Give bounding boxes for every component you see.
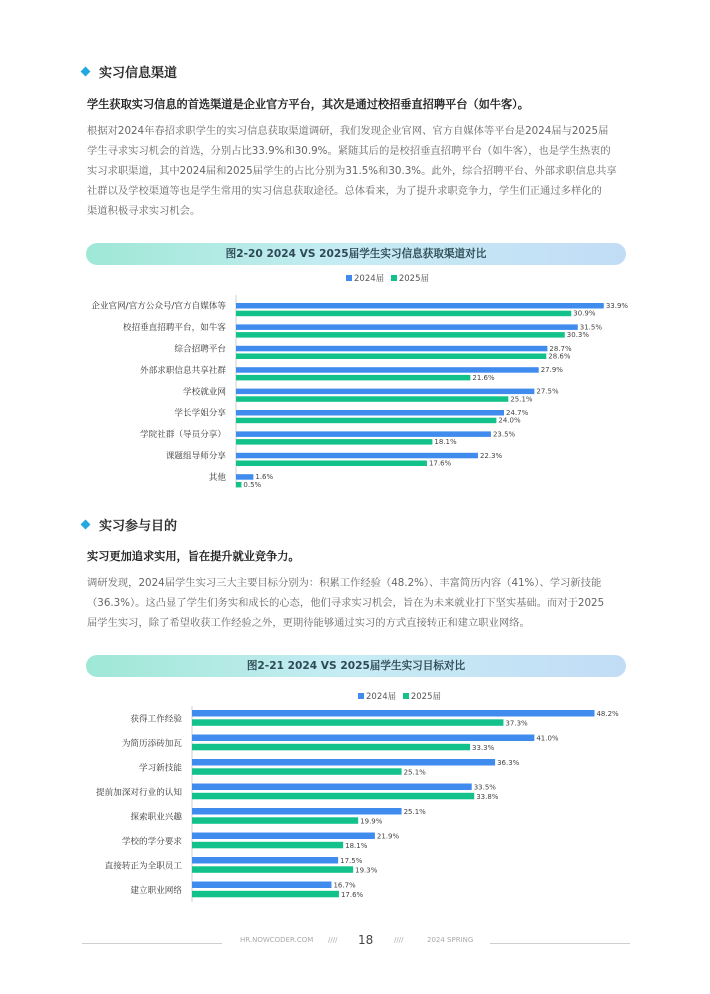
value-label: 24.7% (505, 409, 529, 417)
bar-2024 (192, 710, 594, 717)
footer-site: HR.NOWCODER.COM (240, 936, 314, 944)
bar-2024 (236, 431, 491, 437)
section-heading (82, 62, 177, 81)
category-label: 获得工作经验 (130, 714, 182, 725)
category-label: 学院社群（导员分享） (140, 430, 226, 441)
value-label: 33.3% (472, 743, 495, 752)
value-label: 18.1% (434, 438, 457, 447)
footer-divider (82, 943, 222, 944)
value-label: 27.9% (540, 366, 563, 375)
chart-title: 图2-21 2024 VS 2025届学生实习目标对比 (86, 655, 626, 677)
legend-swatch-2025 (391, 275, 397, 281)
section-heading-text: 实习信息渠道 (99, 66, 178, 81)
category-label: 学校就业网 (183, 387, 226, 398)
bar-2024 (236, 367, 539, 373)
value-label: 30.9% (573, 309, 596, 318)
legend-swatch-2025 (403, 693, 409, 699)
bar-2025 (192, 768, 402, 775)
legend-swatch-2024 (358, 693, 364, 699)
value-label: 25.1% (510, 395, 533, 404)
section-paragraph (87, 121, 632, 221)
value-label: 19.9% (360, 817, 383, 826)
value-label: 28.6% (548, 352, 571, 361)
category-label: 校招垂直招聘平台，如牛客 (122, 323, 226, 334)
section-heading (82, 515, 177, 534)
page-number: 18 (358, 933, 374, 947)
bar-2024 (192, 808, 402, 815)
bar-2025 (236, 396, 508, 402)
bar-2025 (236, 332, 565, 338)
category-label: 综合招聘平台 (174, 344, 226, 355)
value-label: 17.6% (428, 459, 452, 468)
bar-2024 (192, 735, 534, 742)
value-label: 25.1% (403, 768, 426, 777)
category-label: 学长学姐分享 (174, 408, 226, 419)
bar-2025 (236, 461, 427, 467)
value-label: 17.6% (340, 890, 364, 899)
bar-2024 (192, 857, 338, 864)
section-lead: 学生获取实习信息的首选渠道是企业官方平台，其次是通过校招垂直招聘平台（如牛客）。 (87, 98, 529, 111)
value-label: 22.3% (479, 451, 503, 460)
paragraph-line: 根据对2024年春招求职学生的实习信息获取渠道调研，我们发现企业官网、官方自媒体等平台是2024届与2025届 (87, 125, 609, 137)
bar-2025 (192, 719, 503, 726)
bar-2024 (236, 410, 504, 416)
footer-sep: //// (328, 936, 338, 944)
diamond-bullet-icon (81, 520, 91, 530)
value-label: 16.7% (333, 881, 356, 890)
value-label: 27.5% (536, 387, 559, 396)
category-label: 直接转正为全职员工 (104, 861, 182, 872)
legend-label: 2024届 (366, 692, 397, 702)
value-label: 24.0% (498, 416, 521, 425)
category-label: 学习新技能 (139, 763, 182, 774)
bar-2025 (192, 866, 353, 873)
value-label: 30.3% (566, 331, 590, 340)
bar-2025 (236, 418, 496, 424)
legend-label: 2025届 (398, 274, 429, 284)
category-label: 提前加深对行业的认知 (96, 787, 182, 798)
paragraph-line: 实习求职渠道，其中2024届和2025届学生的占比分别为31.5%和30.3%。此外，综合招聘平台、外部求职信息共享 (87, 165, 617, 177)
value-label: 33.9% (605, 302, 629, 310)
bar-2024 (192, 759, 495, 766)
bar-2025 (236, 311, 571, 317)
value-label: 0.5% (243, 480, 262, 489)
paragraph-line: 学生寻求实习机会的首选，分别占比33.9%和30.9%。紧随其后的是校招垂直招聘平台（如牛客），也是学生热衷的 (87, 145, 611, 157)
bar-2024 (236, 303, 604, 309)
paragraph-line: 调研发现，2024届学生实习三大主要目标分别为：积累工作经验（48.2%）、丰富简历内容（41%）、学习新技能 (87, 577, 602, 589)
category-label: 课题组导师分享 (165, 451, 226, 462)
section-heading-text: 实习参与目的 (99, 519, 178, 534)
value-label: 25.1% (403, 808, 426, 816)
bar-2025 (192, 842, 343, 849)
bar-2025 (236, 482, 241, 488)
footer-sep: //// (394, 936, 404, 944)
bar-2024 (236, 389, 534, 395)
value-label: 23.5% (492, 430, 516, 439)
bar-2025 (192, 793, 474, 800)
value-label: 48.2% (596, 710, 619, 718)
paragraph-line: 届学生实习，除了希望收获工作经验之外，更期待能够通过实习的方式直接转正和建立职业网络。 (87, 617, 530, 629)
bar-2025 (236, 354, 546, 360)
bar-2024 (236, 324, 578, 330)
section-lead: 实习更加追求实用，旨在提升就业竞争力。 (87, 550, 300, 563)
value-label: 19.3% (355, 866, 378, 875)
category-label: 建立职业网络 (130, 885, 182, 896)
channel-bar-chart (0, 295, 710, 505)
legend-label: 2025届 (410, 692, 441, 702)
bar-2025 (236, 375, 470, 381)
bar-2024 (236, 474, 253, 480)
category-label: 其他 (208, 472, 226, 483)
category-label: 学校的学分要求 (121, 836, 182, 847)
value-label: 21.6% (472, 373, 495, 382)
paragraph-line: 渠道积极寻求实习机会。 (87, 205, 201, 217)
category-label: 企业官网/官方公众号/官方自媒体等 (91, 301, 226, 312)
bar-2024 (192, 784, 472, 791)
value-label: 18.1% (345, 841, 368, 850)
diamond-bullet-icon (81, 67, 91, 77)
value-label: 37.3% (505, 719, 528, 728)
footer-edition: 2024 SPRING (427, 936, 474, 944)
bar-2024 (236, 346, 547, 352)
bar-2025 (192, 891, 339, 898)
category-label: 探索职业兴趣 (130, 812, 182, 823)
category-label: 为简历添砖加瓦 (121, 738, 182, 749)
value-label: 33.8% (476, 792, 499, 801)
value-label: 21.9% (376, 832, 400, 841)
value-label: 28.7% (549, 344, 572, 353)
category-label: 外部求职信息共享社群 (140, 365, 226, 376)
value-label: 31.5% (579, 323, 603, 332)
bar-2024 (236, 453, 478, 459)
value-label: 36.3% (497, 759, 520, 767)
goal-bar-chart (0, 706, 710, 906)
bar-2024 (192, 882, 331, 889)
footer-divider (490, 943, 630, 944)
value-label: 1.6% (255, 473, 274, 482)
bar-2025 (192, 817, 358, 824)
legend-swatch-2024 (346, 275, 352, 281)
bar-2024 (192, 833, 375, 840)
paragraph-line: 社群以及学校渠道等也是学生常用的实习信息获取途径。总体看来，为了提升求职竞争力，学生们正通过多样化的 (87, 185, 602, 197)
section-paragraph (87, 573, 632, 633)
bar-2025 (236, 439, 432, 445)
chart-title: 图2-20 2024 VS 2025届学生实习信息获取渠道对比 (86, 243, 626, 265)
chart-legend (358, 690, 441, 702)
chart-legend (346, 272, 429, 284)
bar-2025 (192, 744, 470, 751)
paragraph-line: （36.3%）。这凸显了学生们务实和成长的心态，他们寻求实习机会，旨在为未来就业打下坚实基础。而对于2025 (87, 597, 605, 609)
value-label: 33.5% (473, 783, 496, 792)
value-label: 41.0% (536, 734, 559, 743)
legend-label: 2024届 (354, 274, 385, 284)
value-label: 17.5% (340, 857, 363, 865)
